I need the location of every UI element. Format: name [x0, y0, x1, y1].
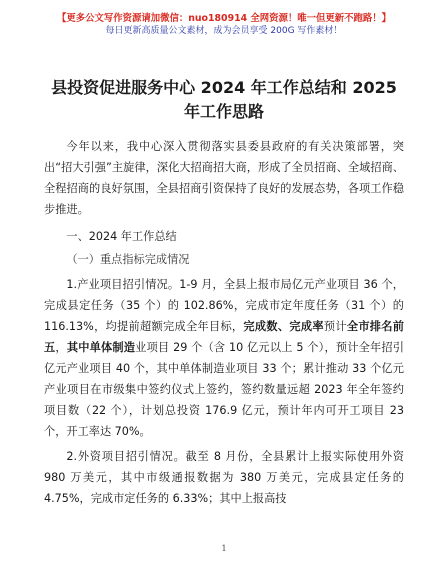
promo-banner-line1: 【更多公文写作资源请加微信：nuo180914 全网资源！唯一但更新不跑路！】: [56, 13, 392, 24]
paragraph-text: 1.产业项目招引情况。1-9 月，全县上报市局亿元产业项目 36 个，完成县定任务（35 个）的 102.86%，完成市定年度任务（31 个）的 116.13%，均提前超额完成全年目标，: [44, 278, 404, 333]
paragraph-text: 业项目 29 个（含 10 亿元以上 5 个），预计全年招引亿元产业项目 40 个，其中单体制造业项目 33 个；累计推动 33 个亿元产业项目在市级集中签约仪式上签约，签约数量远超 2023 年全年签约项目数（22 个），计划总投资 176.9 亿元，预计年内可开工项目 23 个，开工率达 70%。: [44, 341, 404, 438]
section-heading: 一、2024 年工作总结: [66, 230, 177, 243]
paragraph-text: 预计: [323, 320, 347, 333]
document-title: [44, 76, 404, 124]
document-body: [44, 136, 404, 509]
bold-text: 完成数、完成率: [243, 320, 324, 333]
bold-text: 其中单体制造: [66, 341, 136, 354]
page-number: 1: [221, 544, 227, 553]
promo-banner: [44, 0, 404, 38]
paragraph-text: ，: [55, 341, 67, 354]
document-title-line2: 年工作思路: [183, 102, 264, 121]
document-title-line1: 县投资促进服务中心 2024 年工作总结和 2025: [51, 78, 397, 97]
foreign-investment-paragraph: 2.外资项目招引情况。截至 8 月份，全县累计上报实际使用外资 980 万美元，其中市级通报数据为 380 万美元，完成县定任务的 4.75%，完成市定任务的 6.33%；其中上报高技: [44, 450, 404, 505]
intro-paragraph: 今年以来，我中心深入贯彻落实县委县政府的有关决策部署，突出“招大引强”主旋律，深化大招商招大商，形成了全员招商、全域招商、全程招商的良好氛围，全县招商引资保持了良好的发展态势，各项工作稳步推进。: [44, 140, 404, 216]
bold-text: 全市排名前五: [44, 320, 404, 354]
promo-banner-line2: 每日更新高质量公文素材，成为会员享受 200G 写作素材！: [105, 26, 343, 36]
subsection-heading: （一）重点指标完成情况: [66, 253, 190, 266]
industry-project-paragraph: [44, 274, 404, 442]
